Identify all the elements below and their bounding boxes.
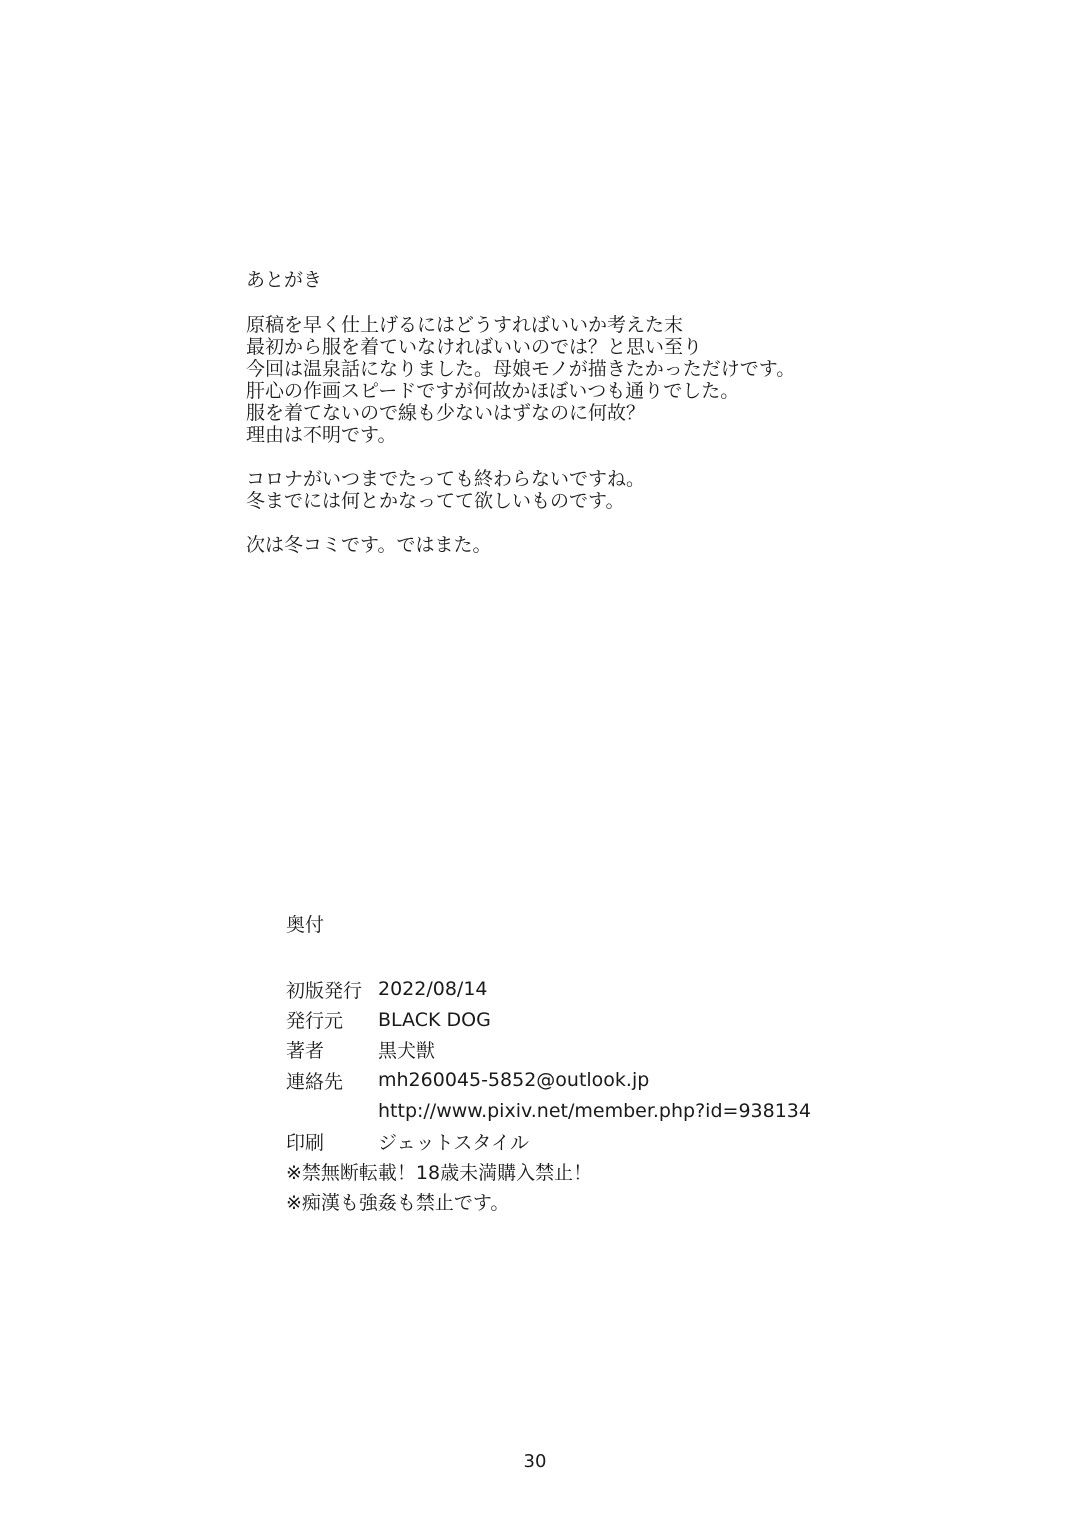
afterword-paragraph-3 [246,534,946,556]
colophon-row-printer [286,1126,906,1156]
afterword-paragraph-1 [246,314,946,446]
colophon-section [286,912,906,1217]
afterword-line: コロナがいつまでたっても終わらないですね。 [246,468,646,490]
afterword-line: 服を着てないので線も少ないはずなのに何故？ [246,402,646,424]
colophon-label: 初版発行 [286,979,363,1002]
colophon-row-contact [286,1065,906,1095]
afterword-title: あとがき [246,269,323,291]
colophon-row-publisher [286,1004,906,1034]
colophon-value: BLACK DOG [378,1008,491,1031]
colophon-row-contact-url [286,1096,906,1126]
contact-url-link[interactable]: http://www.pixiv.net/member.php?id=938134 [378,1099,811,1122]
page-number: 30 [523,1451,547,1472]
afterword-line: 理由は不明です。 [246,424,397,446]
afterword-line: 冬までには何とかなってて欲しいものです。 [246,490,625,512]
colophon-label: 発行元 [286,1010,344,1033]
colophon-label: 印刷 [286,1131,325,1154]
afterword-line: 最初から服を着ていなければいいのでは？と思い至り [246,336,703,358]
colophon-row-author [286,1035,906,1065]
afterword-line: 原稿を早く仕上げるにはどうすればいいか考えた末 [246,314,684,336]
colophon-label: 連絡先 [286,1070,344,1093]
afterword-line: 今回は温泉話になりました。母娘モノが描きたかっただけです。 [246,358,796,380]
afterword-section [246,268,946,578]
colophon-value: 黒犬獣 [378,1040,436,1063]
afterword-line: 肝心の作画スピードですが何故かほぼいつも通りでした。 [246,380,740,402]
colophon-value: 2022/08/14 [378,978,488,1001]
afterword-paragraph-2 [246,468,946,512]
afterword-line: 次は冬コミです。ではまた。 [246,534,492,556]
colophon-row-first-edition [286,974,906,1004]
colophon-notice: ※禁無断転載！18歳未満購入禁止！ [286,1162,593,1185]
contact-email[interactable]: mh260045-5852@outlook.jp [378,1069,650,1092]
colophon-value: ジェットスタイル [378,1131,530,1154]
colophon-notice: ※痴漢も強姦も禁止です。 [286,1192,510,1215]
colophon-title: 奥付 [286,914,325,936]
colophon-label: 著者 [286,1040,325,1063]
